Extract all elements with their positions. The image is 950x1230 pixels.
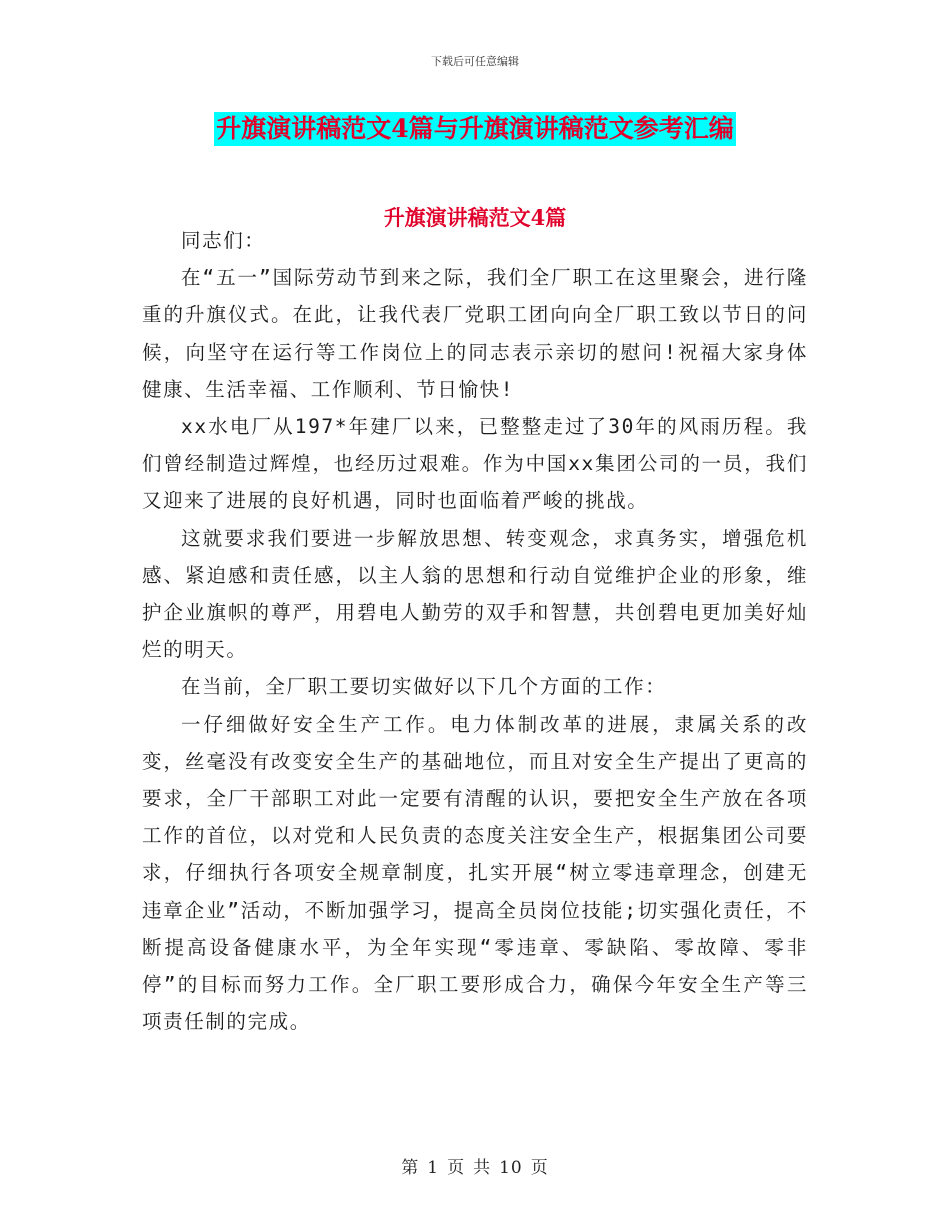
paragraph-requirements: 这就要求我们要进一步解放思想、转变观念，求真务实，增强危机感、紧迫感和责任感，以主人翁的思想和行动自觉维护企业的形象，维护企业旗帜的尊严，用碧电人勤劳的双手和智慧，共创碧电更加美好灿烂的明天。 [142, 526, 808, 662]
paragraph-safety: 一仔细做好安全生产工作。电力体制改革的进展，隶属关系的改变，丝毫没有改变安全生产的基础地位，而且对安全生产提出了更高的要求，全厂干部职工对此一定要有清醒的认识，要把安全生产放在各项工作的首位，以对党和人民负责的态度关注安全生产，根据集团公司要求，仔细执行各项安全规章制度，扎实开展“树立零违章理念，创建无违章企业”活动，不断加强学习，提高全员岗位技能;切实强化责任，不断提高设备健康水平，为全年实现“零违章、零缺陷、零故障、零非停”的目标而努力工作。全厂职工要形成合力，确保今年安全生产等三项责任制的完成。 [142, 712, 808, 1034]
footer-current-page: 1 [427, 1158, 440, 1178]
header-note: 下载后可任意编辑 [431, 55, 519, 68]
document-title: 升旗演讲稿范文4篇与升旗演讲稿范文参考汇编 [214, 112, 735, 146]
page-footer [0, 1153, 950, 1178]
paragraph-history: xx水电厂从197*年建厂以来，已整整走过了30年的风雨历程。我们曾经制造过辉煌，也经历过艰难。作为中国xx集团公司的一员，我们又迎来了进展的良好机遇，同时也面临着严峻的挑战。 [142, 415, 808, 513]
footer-suffix: 页 [530, 1158, 549, 1178]
paragraph-salutation: 同志们： [181, 229, 266, 252]
footer-prefix: 第 [401, 1158, 420, 1178]
footer-page-word: 页 [447, 1158, 466, 1178]
document-title-container [0, 112, 950, 146]
section-title: 升旗演讲稿范文4篇 [383, 205, 567, 230]
footer-total-word: 共 [473, 1158, 492, 1178]
paragraph-tasks-intro: 在当前，全厂职工要切实做好以下几个方面的工作： [181, 675, 667, 699]
document-body [142, 222, 808, 1040]
paragraph-greeting: 在“五一”国际劳动节到来之际，我们全厂职工在这里聚会，进行隆重的升旗仪式。在此，让我代表厂党职工团向向全厂职工致以节日的问候，向坚守在运行等工作岗位上的同志表示亲切的慰问!祝福大家身体健康、生活幸福、工作顺利、节日愉快! [142, 266, 808, 401]
footer-total-pages: 10 [499, 1158, 523, 1178]
